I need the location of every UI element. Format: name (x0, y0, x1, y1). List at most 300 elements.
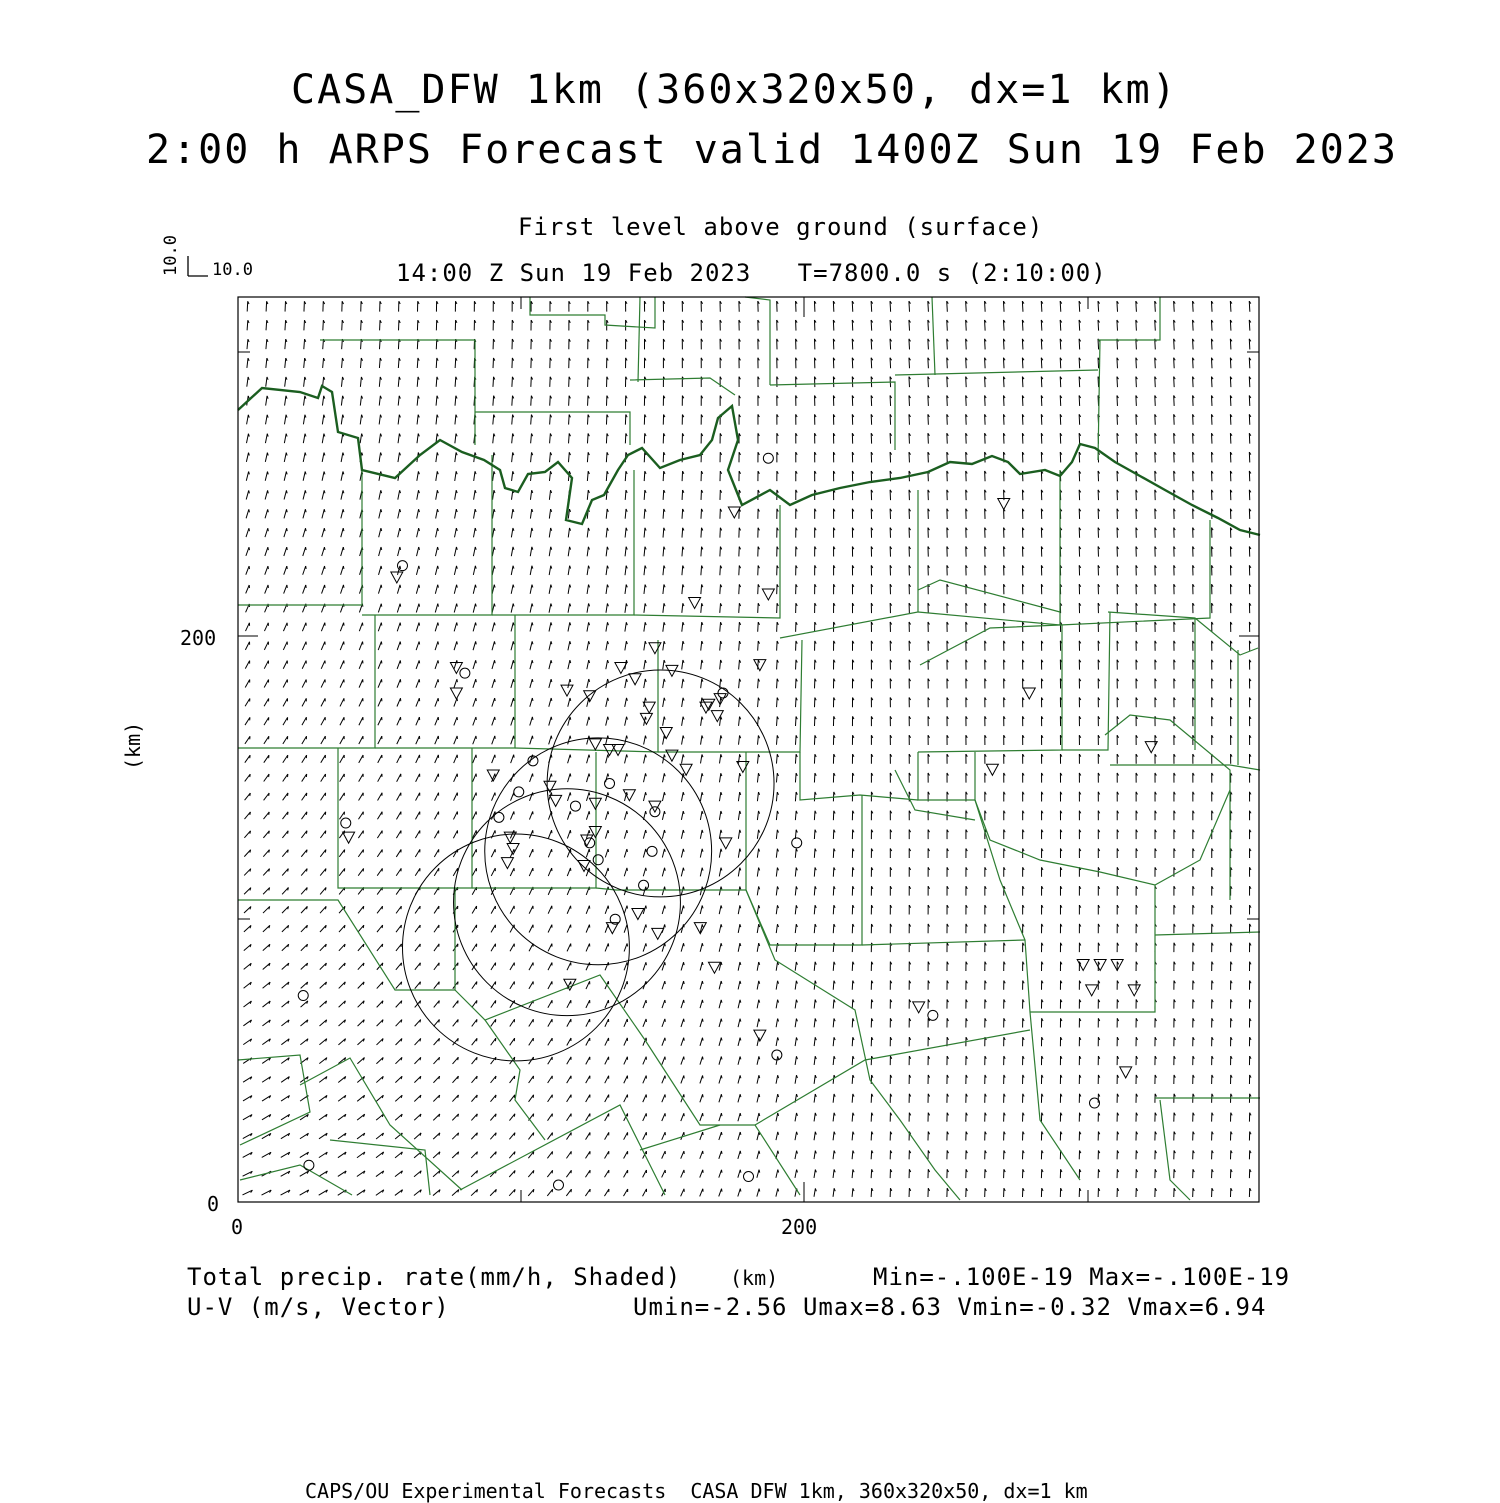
wind-vector-head (344, 906, 345, 909)
wind-vector-head (363, 944, 364, 947)
wind-vector (436, 377, 437, 387)
wind-vector (586, 944, 589, 952)
wind-vector (263, 906, 270, 913)
wind-vector (341, 396, 342, 406)
wind-vector (452, 1190, 459, 1196)
wind-vector-head (759, 924, 760, 927)
wind-vector-head (420, 963, 421, 966)
wind-vector (682, 622, 683, 631)
wind-vector (360, 377, 361, 387)
wind-vector (302, 717, 306, 725)
wind-vector (681, 1151, 684, 1159)
wind-vector-head (589, 585, 590, 588)
credit-line: CAPS/OU Experimental Forecasts CASA DFW 1km, 360x320x50, dx=1 km (305, 1481, 1088, 1501)
wind-vector (395, 1095, 402, 1101)
wind-vector (605, 1038, 609, 1046)
wind-vector (644, 660, 645, 669)
wind-vector (453, 1001, 458, 1008)
wind-vector (341, 434, 343, 444)
wind-vector (548, 1057, 553, 1064)
wind-vector (625, 585, 626, 594)
wind-vector (266, 320, 267, 330)
wind-vector-head (608, 849, 609, 852)
wind-vector (719, 887, 721, 896)
wind-vector (357, 1095, 364, 1101)
wind-vector-head (664, 679, 665, 682)
wind-vector (795, 1151, 797, 1159)
wind-vector (529, 925, 533, 933)
wind-vector (530, 528, 531, 537)
wind-vector (512, 396, 513, 406)
wind-vector-head (589, 773, 590, 776)
wind-vector (452, 1152, 459, 1158)
wind-vector (739, 584, 740, 594)
wind-vector (644, 490, 645, 500)
wind-vector (586, 811, 589, 819)
wind-vector (681, 1113, 684, 1121)
wind-vector-head (458, 1095, 459, 1098)
wind-vector (396, 868, 401, 875)
wind-vector (473, 547, 475, 556)
wind-vector (379, 566, 382, 575)
wind-vector (304, 377, 305, 387)
wind-vector (414, 1190, 421, 1196)
wind-vector-head (477, 1095, 478, 1098)
wind-vector-head (589, 603, 590, 606)
wind-vector (283, 774, 288, 781)
wind-vector (719, 1000, 721, 1008)
wind-vector-head (608, 641, 609, 644)
wind-vector (321, 661, 325, 669)
wind-vector (681, 1189, 684, 1197)
wind-vector-head (267, 472, 268, 475)
wind-vector-head (513, 509, 514, 512)
wind-vector (512, 415, 513, 425)
wind-vector (415, 868, 420, 875)
wind-vector (415, 1038, 421, 1045)
wind-vector (547, 1151, 552, 1158)
wind-vector-head (608, 773, 609, 776)
wind-vector-head (532, 566, 533, 569)
wind-vector (321, 736, 325, 744)
wind-vector (376, 1152, 384, 1158)
wind-vector (549, 736, 552, 745)
wind-vector-head (514, 1114, 515, 1117)
wind-vector-head (343, 528, 344, 531)
wind-vector (511, 622, 513, 631)
wind-vector-head (815, 1188, 816, 1191)
wind-vector-head (702, 962, 703, 965)
wind-vector-head (513, 660, 514, 663)
wind-vector (833, 1000, 834, 1009)
wind-vector (378, 698, 382, 706)
wind-vector (700, 905, 702, 914)
wind-vector (301, 869, 307, 876)
wind-vector (548, 830, 551, 838)
wind-vector (283, 661, 287, 669)
wind-vector (529, 811, 532, 819)
wind-vector (738, 1151, 740, 1159)
wind-vector-head (608, 679, 609, 682)
wind-vector (472, 868, 476, 876)
wind-vector-head (665, 962, 666, 965)
wind-vector-head (324, 528, 325, 531)
wind-vector (644, 679, 646, 688)
wind-vector-head (740, 1151, 741, 1154)
wind-vector (396, 906, 401, 913)
wind-vector-head (268, 547, 269, 550)
wind-vector-head (664, 773, 665, 776)
wind-vector (455, 396, 456, 406)
wind-vector (436, 490, 438, 499)
wind-vector (757, 962, 759, 971)
wind-vector-head (476, 679, 477, 682)
wind-vector (566, 1170, 571, 1177)
wind-vector-head (249, 472, 250, 475)
wind-vector-head (456, 566, 457, 569)
wind-vector-head (400, 585, 401, 588)
wind-vector-head (608, 755, 609, 758)
wind-vector (434, 925, 439, 932)
wind-vector (814, 943, 815, 952)
wind-vector (320, 831, 325, 838)
wind-vector-head (250, 831, 251, 834)
wind-vector-head (796, 1075, 797, 1078)
wind-vector (265, 453, 267, 462)
wind-vector (493, 452, 494, 462)
wind-vector-head (740, 868, 741, 871)
wind-vector (359, 679, 363, 687)
wind-vector-head (721, 924, 722, 927)
wind-vector-head (796, 1094, 797, 1097)
wind-vector (606, 471, 607, 481)
wind-vector (262, 1020, 270, 1026)
wind-vector (795, 886, 796, 895)
wind-vector-head (626, 679, 627, 682)
wind-vector (263, 944, 270, 950)
wind-vector (833, 981, 834, 990)
wind-vector-head (475, 585, 476, 588)
wind-vector (644, 452, 645, 462)
wind-vector (550, 415, 551, 425)
wind-vector (265, 472, 267, 481)
wind-vector (681, 792, 683, 801)
wind-vector-head (456, 509, 457, 512)
wind-vector (605, 962, 608, 970)
wind-vector (301, 982, 308, 988)
wind-vector (585, 1170, 590, 1177)
wind-vector (700, 849, 702, 858)
wind-vector (396, 1020, 402, 1027)
wind-vector (434, 1001, 440, 1008)
wind-vector (397, 717, 401, 725)
wind-vector (376, 1190, 384, 1196)
wind-vector-head (684, 981, 685, 984)
wind-vector (833, 1056, 834, 1065)
wind-vector (377, 925, 383, 932)
wind-vector-head (740, 943, 741, 946)
wind-vector (262, 1077, 270, 1083)
wind-vector (378, 604, 381, 613)
wind-vector (529, 906, 533, 914)
wind-vector (377, 1001, 383, 1008)
wind-vector (378, 623, 381, 632)
wind-vector (284, 547, 287, 556)
wind-vector (471, 1189, 478, 1195)
wind-vector (452, 1095, 458, 1102)
wind-vector (341, 415, 342, 425)
wind-vector (795, 1019, 796, 1028)
wind-vector (795, 943, 796, 952)
wind-vector (701, 754, 702, 763)
wind-vector (739, 735, 740, 744)
wind-vector (814, 1132, 815, 1141)
wind-vector (246, 509, 249, 518)
wind-vector (720, 735, 721, 744)
wind-vector (510, 811, 513, 819)
wind-vector (776, 1019, 777, 1028)
wind-vector (586, 906, 589, 914)
wind-vector (358, 982, 364, 989)
wind-vector-head (269, 831, 270, 834)
wind-vector (491, 944, 496, 951)
wind-vector (302, 774, 307, 782)
wind-vector (282, 850, 288, 857)
wind-vector (341, 547, 344, 556)
wind-vector-head (514, 1133, 515, 1136)
wind-vector (338, 1095, 346, 1101)
wind-vector (795, 754, 796, 763)
wind-vector (473, 528, 475, 537)
wind-vector-head (721, 1151, 722, 1154)
wind-vector (435, 755, 439, 763)
wind-vector (433, 1152, 440, 1158)
wind-vector-head (324, 547, 325, 550)
wind-vector-head (532, 698, 533, 701)
wind-vector (587, 585, 588, 594)
wind-vector (397, 604, 400, 613)
wind-vector (454, 793, 458, 801)
wind-vector-head (759, 1094, 760, 1097)
wind-vector (606, 641, 608, 650)
wind-vector-head (721, 868, 722, 871)
wind-vector (435, 641, 438, 650)
wind-vector-head (645, 736, 646, 739)
wind-vector (434, 812, 438, 820)
wind-vector (587, 755, 589, 764)
wind-vector (568, 736, 570, 745)
wind-vector (567, 1038, 571, 1045)
wind-vector (720, 603, 721, 613)
wind-vector-head (778, 1000, 779, 1003)
wind-vector-head (815, 1151, 816, 1154)
wind-vector (719, 924, 721, 933)
wind-vector (490, 1152, 496, 1159)
wind-vector (245, 717, 250, 725)
precip-label: Total precip. rate(mm/h, Shaded) (187, 1265, 681, 1289)
wind-vector (568, 641, 570, 650)
wind-vector (757, 1019, 759, 1027)
wind-vector (814, 1018, 815, 1027)
wind-vector (662, 811, 664, 820)
wind-vector (341, 585, 344, 594)
wind-vector-head (815, 1170, 816, 1173)
wind-vector (662, 1019, 665, 1027)
wind-vector (341, 377, 342, 387)
wind-vector (568, 660, 570, 669)
wind-vector (320, 812, 325, 819)
wind-vector (396, 1038, 402, 1045)
wind-vector (719, 811, 720, 820)
wind-vector-head (343, 585, 344, 588)
wind-vector (795, 924, 796, 933)
wind-vector (452, 1114, 458, 1120)
wind-vector (243, 1001, 251, 1007)
wind-vector (586, 1132, 590, 1139)
wind-vector (606, 585, 607, 594)
wind-vector (358, 1020, 365, 1026)
wind-vector (321, 717, 325, 725)
wind-vector (246, 566, 249, 575)
wind-vector (397, 585, 400, 594)
wind-vector (340, 679, 344, 687)
wind-vector (567, 811, 570, 819)
wind-vector (453, 830, 457, 838)
wind-vector (246, 585, 250, 593)
wind-vector (435, 679, 438, 687)
wind-vector (415, 963, 421, 970)
wind-vector (264, 736, 269, 744)
wind-vector (587, 566, 588, 575)
wind-vector (624, 1095, 628, 1103)
wind-vector-head (381, 528, 382, 531)
wind-vector (567, 792, 570, 800)
wind-vector (720, 641, 721, 650)
wind-vector-head (702, 736, 703, 739)
wind-vector (644, 585, 645, 594)
wind-vector (397, 793, 401, 801)
wind-vector-head (551, 585, 552, 588)
wind-vector (302, 698, 306, 706)
wind-vector-head (419, 623, 420, 626)
wind-vector (244, 831, 250, 838)
wind-vector (360, 396, 361, 406)
wind-vector (339, 868, 345, 875)
wind-vector (719, 1170, 722, 1178)
wind-vector (738, 887, 740, 896)
wind-vector (568, 528, 569, 538)
wind-vector-head (400, 490, 401, 493)
wind-vector (339, 1020, 346, 1026)
wind-vector (530, 774, 533, 782)
wind-vector-head (665, 868, 666, 871)
wind-vector (662, 1076, 665, 1084)
wind-vector (453, 812, 457, 820)
wind-vector (644, 603, 645, 612)
wind-vector-head (494, 547, 495, 550)
wind-vector (758, 603, 759, 613)
wind-vector (568, 755, 571, 764)
wind-vector (473, 679, 476, 688)
wind-vector (587, 528, 588, 538)
wind-vector (700, 1057, 703, 1065)
wind-vector (471, 1095, 477, 1102)
wind-vector-head (495, 1133, 496, 1136)
wind-vector-head (249, 490, 250, 493)
wind-vector (644, 528, 645, 538)
wind-vector (776, 1056, 778, 1064)
wind-vector (377, 1020, 383, 1027)
wind-vector (473, 566, 475, 575)
wind-vector (284, 471, 286, 480)
wind-vector-head (475, 604, 476, 607)
wind-vector (282, 812, 288, 819)
wind-vector-head (740, 1113, 741, 1116)
wind-vector (378, 793, 383, 801)
wind-vector (283, 755, 288, 763)
wind-vector (644, 736, 646, 745)
wind-vector-head (343, 566, 344, 569)
wind-vector-head (401, 982, 402, 985)
wind-vector (531, 415, 532, 425)
wind-vector (246, 472, 248, 481)
wind-vector (795, 1000, 796, 1009)
wind-vector (435, 623, 438, 632)
wind-vector-head (608, 830, 609, 833)
wind-vector (757, 1000, 759, 1009)
wind-vector (681, 887, 683, 896)
wind-vector (320, 982, 327, 988)
wind-vector-head (759, 962, 760, 965)
wind-vector-head (570, 679, 571, 682)
wind-vector-head (514, 1170, 515, 1173)
wind-vector-head (494, 528, 495, 531)
wind-vector (473, 604, 475, 613)
wind-vector (625, 679, 627, 688)
wind-vector (549, 547, 550, 556)
wind-vector (417, 528, 419, 537)
wind-vector (738, 773, 739, 782)
wind-vector (567, 925, 571, 933)
wind-vector (587, 490, 588, 500)
wind-vector (415, 1020, 421, 1027)
wind-vector (776, 1132, 778, 1140)
wind-vector (454, 585, 456, 594)
wind-vector (452, 1171, 459, 1177)
wind-vector-head (721, 1000, 722, 1003)
wind-vector-head (249, 453, 250, 456)
wind-vector (833, 886, 834, 895)
wind-vector (359, 660, 363, 668)
wind-vector-head (740, 849, 741, 852)
wind-vector (624, 1038, 627, 1046)
wind-vector-head (607, 622, 608, 625)
wind-vector (548, 1019, 552, 1026)
wind-vector (530, 736, 533, 745)
wind-vector-head (778, 1056, 779, 1059)
wind-vector (378, 679, 382, 687)
wind-vector (396, 831, 401, 839)
wind-vector (548, 849, 551, 857)
wind-vector (814, 1075, 815, 1084)
wind-vector (303, 490, 305, 499)
wind-vector (244, 944, 251, 950)
wind-vector (663, 622, 664, 631)
wind-vector-head (664, 830, 665, 833)
wind-vector (662, 1094, 665, 1102)
wind-vector (625, 603, 626, 612)
wind-vector (738, 943, 740, 952)
